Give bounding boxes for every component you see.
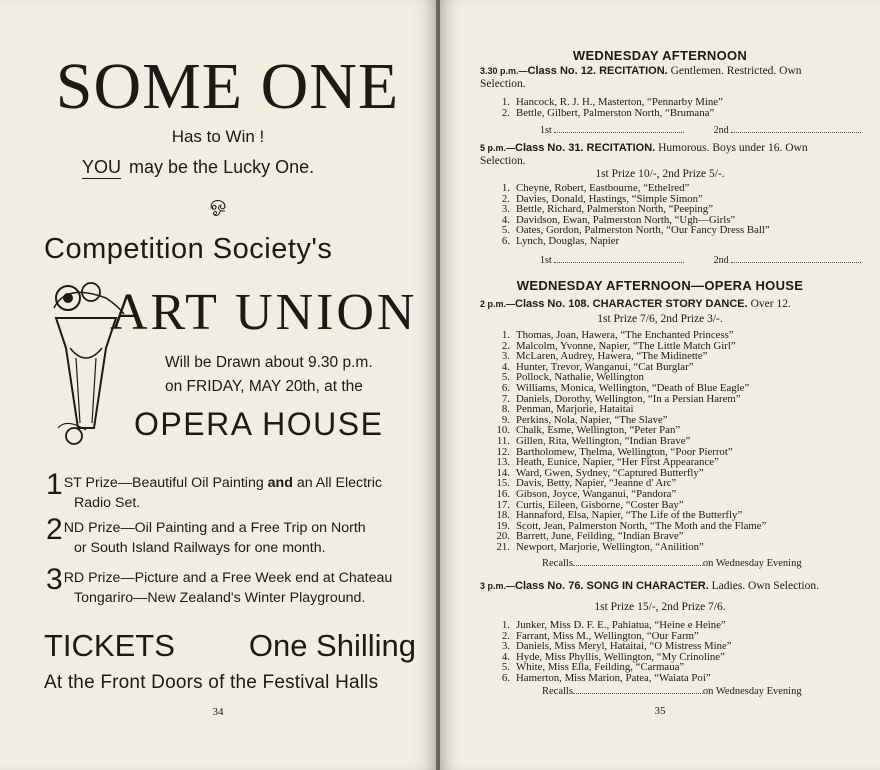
placing-2nd: 2nd — [713, 255, 729, 266]
entrant-text: Bettle, Gilbert, Palmerston North, “Brumana” — [516, 106, 715, 119]
entrant-text: McLaren, Audrey, Hawera, “The Midinette” — [516, 350, 708, 363]
prize-text-line2: Tongariro—New Zealand's Winter Playground. — [74, 590, 366, 606]
entrant-text: Bartholomew, Thelma, Wellington, “Poor Pierrot” — [516, 445, 733, 458]
class-description: Ladies. Own Selection. — [711, 580, 819, 592]
entrant-number: 6. — [501, 234, 510, 247]
recalls-when: on Wednesday Evening — [702, 686, 802, 697]
prize-text: ND Prize—Oil Painting and a Free Trip on North — [63, 520, 366, 536]
entrant-number: 5. — [501, 661, 510, 674]
entrant-text: Pollock, Nathalie, Wellington — [516, 371, 644, 384]
prize-number: 2 — [46, 513, 63, 546]
entrant-text: Curtis, Eileen, Gisborne, “Coster Bay” — [516, 498, 684, 511]
entrant-text: Ward, Gwen, Sydney, “Captured Butterfly” — [516, 466, 704, 479]
entrant-row — [492, 108, 723, 119]
entrant-text: Farrant, Miss M., Wellington, “Our Farm” — [516, 629, 699, 642]
class-31-entries — [492, 183, 770, 247]
prize-text: an All Electric — [296, 475, 383, 491]
prize-number: 3 — [46, 563, 63, 596]
entrant-text: Hannaford, Elsa, Napier, “The Life of the Butterfly” — [516, 509, 743, 522]
entrant-row — [492, 236, 770, 247]
prize-text-line2: Radio Set. — [74, 495, 141, 511]
entrant-number: 13. — [496, 456, 510, 469]
entrant-number: 14. — [496, 466, 510, 479]
class-title: Class No. 12. RECITATION. — [527, 65, 668, 77]
entrant-number: 7. — [501, 392, 510, 405]
class-time: 3.30 p.m.— — [480, 66, 528, 76]
entrant-text: Perkins, Nola, Napier, “The Slave” — [516, 413, 668, 426]
class-title: Class No. 108. CHARACTER STORY DANCE. — [515, 298, 748, 310]
class-time: 5 p.m.— — [480, 143, 516, 153]
placing-line — [540, 125, 861, 136]
recalls-blank — [573, 693, 703, 694]
entrant-row — [492, 673, 732, 684]
entrant-number: 1. — [501, 96, 510, 108]
entrant-number: 2. — [501, 106, 510, 119]
entrant-text: Junker, Miss D. F. E., Pahiatua, “Heine e Heine” — [516, 619, 726, 631]
entrant-text: Davies, Donald, Hastings, “Simple Simon” — [516, 192, 703, 205]
recalls-when: on Wednesday Evening — [702, 558, 802, 569]
entrant-number: 5. — [501, 371, 510, 384]
entrant-text: Malcolm, Yvonne, Napier, “The Little Match Girl” — [516, 339, 736, 352]
entrant-text: Barrett, June, Feilding, “Indian Brave” — [516, 530, 684, 543]
entrant-text: Newport, Marjorie, Wellington, “Anilition” — [516, 540, 704, 553]
class-76-header — [480, 580, 850, 593]
subheadline: Has to Win ! — [171, 127, 265, 146]
recalls-label: Recalls — [542, 558, 573, 569]
entrant-text: Hamerton, Miss Marion, Patea, “Waiata Poi” — [516, 671, 711, 684]
placing-2nd: 2nd — [713, 125, 729, 136]
entrant-text: Bettle, Richard, Palmerston North, “Peeping” — [516, 203, 713, 216]
entrant-number: 4. — [501, 650, 510, 663]
recalls-line — [542, 558, 854, 569]
entrant-number: 11. — [496, 434, 510, 447]
class-31-prizes: 1st Prize 10/-, 2nd Prize 5/-. — [595, 168, 725, 180]
entrant-number: 10. — [496, 424, 510, 437]
class-time: 2 p.m.— — [480, 299, 516, 309]
placing-1st: 1st — [540, 125, 552, 136]
entrant-number: 8. — [501, 403, 510, 416]
class-31-header — [480, 142, 850, 168]
left-page — [0, 0, 437, 770]
entrant-number: 3. — [501, 640, 510, 653]
recalls-line — [542, 686, 854, 697]
you-word: YOU — [82, 157, 122, 177]
recalls-label: Recalls — [542, 686, 573, 697]
class-12-header — [480, 65, 850, 91]
entrant-number: 20. — [496, 530, 510, 543]
class-76-entries — [492, 620, 732, 684]
entrant-number: 6. — [501, 671, 510, 684]
prize-text-line2: or South Island Railways for one month. — [74, 540, 326, 556]
entrant-text: Hunter, Trevor, Wanganui, “Cat Burglar” — [516, 360, 694, 373]
entrant-text: Cheyne, Robert, Eastbourne, “Ethelred” — [516, 182, 690, 194]
draw-time: Will be Drawn about 9.30 p.m. — [165, 354, 373, 371]
entrant-row — [492, 542, 766, 553]
page-number: 34 — [212, 706, 224, 718]
class-title: Class No. 76. SONG IN CHARACTER. — [515, 580, 709, 592]
entrant-text: Penman, Marjorie, Hataitai — [516, 403, 634, 416]
entrant-number: 17. — [496, 498, 510, 511]
entrant-number: 2. — [501, 192, 510, 205]
entrant-number: 2. — [501, 629, 510, 642]
draw-date: on FRIDAY, MAY 20th, at the — [165, 378, 363, 395]
class-description: Gentlemen. Restricted. Own Selection. — [480, 65, 802, 90]
tickets-label: TICKETS — [44, 628, 175, 663]
entrant-number: 4. — [501, 360, 510, 373]
entrant-number: 9. — [501, 413, 510, 426]
society-name: Competition Society's — [44, 233, 333, 265]
placing-line — [540, 255, 861, 266]
entrant-text: Davis, Betty, Napier, “Jeanne d' Arc” — [516, 477, 677, 490]
ornament-icon: ஓ — [209, 193, 227, 215]
ticket-price: One Shilling — [248, 628, 416, 663]
entrant-number: 3. — [501, 350, 510, 363]
entrant-text: Hyde, Miss Phyllis, Wellington, “My Crinoline” — [516, 650, 725, 663]
entrant-number: 18. — [496, 509, 510, 522]
prize-text-bold: and — [267, 475, 293, 491]
entrant-text: Lynch, Douglas, Napier — [516, 234, 620, 247]
entrant-number: 12. — [496, 445, 510, 458]
entrant-number: 1. — [501, 329, 510, 341]
entrant-number: 2. — [501, 339, 510, 352]
entrant-text: Davidson, Ewan, Palmerston North, “Ugh—Girls” — [516, 213, 736, 226]
class-time: 3 p.m.— — [480, 581, 516, 591]
class-description: Humorous. Boys under 16. Own Selection. — [480, 142, 808, 167]
lucky-line — [82, 157, 314, 178]
second-prize — [46, 513, 418, 558]
art-union-title: ART UNION — [110, 284, 418, 341]
third-prize — [46, 563, 418, 608]
class-108-header — [480, 298, 850, 311]
class-12-entries — [492, 97, 723, 118]
section-heading: WEDNESDAY AFTERNOON—OPERA HOUSE — [516, 278, 804, 293]
class-108-prizes: 1st Prize 7/6, 2nd Prize 3/-. — [597, 313, 723, 325]
venue-name: OPERA HOUSE — [134, 406, 384, 442]
entrant-number: 15. — [496, 477, 510, 490]
entrant-text: Chalk, Esme, Wellington, “Peter Pan” — [516, 424, 681, 437]
lucky-text: may be the Lucky One. — [129, 157, 315, 177]
tickets-line — [44, 628, 416, 664]
class-description: Over 12. — [750, 298, 791, 310]
section-heading: WEDNESDAY AFTERNOON — [572, 48, 748, 63]
placing-blank — [731, 132, 861, 133]
entrant-number: 5. — [501, 224, 510, 237]
placing-1st: 1st — [540, 255, 552, 266]
prize-text: RD Prize—Picture and a Free Week end at Chateau — [63, 570, 393, 586]
recalls-blank — [573, 565, 703, 566]
entrant-text: Daniels, Dorothy, Wellington, “In a Persian Harem” — [516, 392, 741, 405]
right-page — [440, 0, 880, 770]
entrant-number: 21. — [496, 540, 510, 553]
prize-text: ST Prize—Beautiful Oil Painting — [63, 475, 264, 491]
entrant-text: Daniels, Miss Meryl, Hataitai, “O Mistress Mine” — [516, 640, 732, 653]
entrant-text: Thomas, Joan, Hawera, “The Enchanted Princess” — [516, 329, 734, 341]
entrant-text: Scott, Jean, Palmerston North, “The Moth and the Flame” — [516, 519, 767, 532]
entrant-text: Gillen, Rita, Wellington, “Indian Brave” — [516, 434, 691, 447]
placing-blank — [554, 262, 684, 263]
entrant-number: 1. — [501, 182, 510, 194]
entrant-text: Oates, Gordon, Palmerston North, “Our Fancy Dress Ball” — [516, 224, 770, 237]
page-number: 35 — [654, 705, 666, 717]
entrant-number: 1. — [501, 619, 510, 631]
entrant-number: 16. — [496, 487, 510, 500]
entrant-text: Hancock, R. J. H., Masterton, “Pennarby Mine” — [516, 96, 723, 108]
placing-blank — [731, 262, 861, 263]
ticket-location: At the Front Doors of the Festival Halls — [44, 672, 379, 693]
entrant-text: White, Miss Ella, Feilding, “Carmaua” — [516, 661, 685, 674]
entrant-text: Heath, Eunice, Napier, “Her First Appearance” — [516, 456, 719, 469]
entrant-number: 3. — [501, 203, 510, 216]
entrant-number: 19. — [496, 519, 510, 532]
class-108-entries — [492, 330, 766, 552]
entrant-number: 6. — [501, 381, 510, 394]
entrant-number: 4. — [501, 213, 510, 226]
prize-number: 1 — [46, 468, 63, 501]
placing-blank — [554, 132, 684, 133]
first-prize — [46, 468, 418, 513]
entrant-text: Gibson, Joyce, Wanganui, “Pandora” — [516, 487, 677, 500]
headline: SOME ONE — [55, 50, 400, 123]
class-title: Class No. 31. RECITATION. — [515, 142, 656, 154]
entrant-text: Williams, Monica, Wellington, “Death of Blue Eagle” — [516, 381, 750, 394]
class-76-prizes: 1st Prize 15/-, 2nd Prize 7/6. — [594, 601, 726, 613]
